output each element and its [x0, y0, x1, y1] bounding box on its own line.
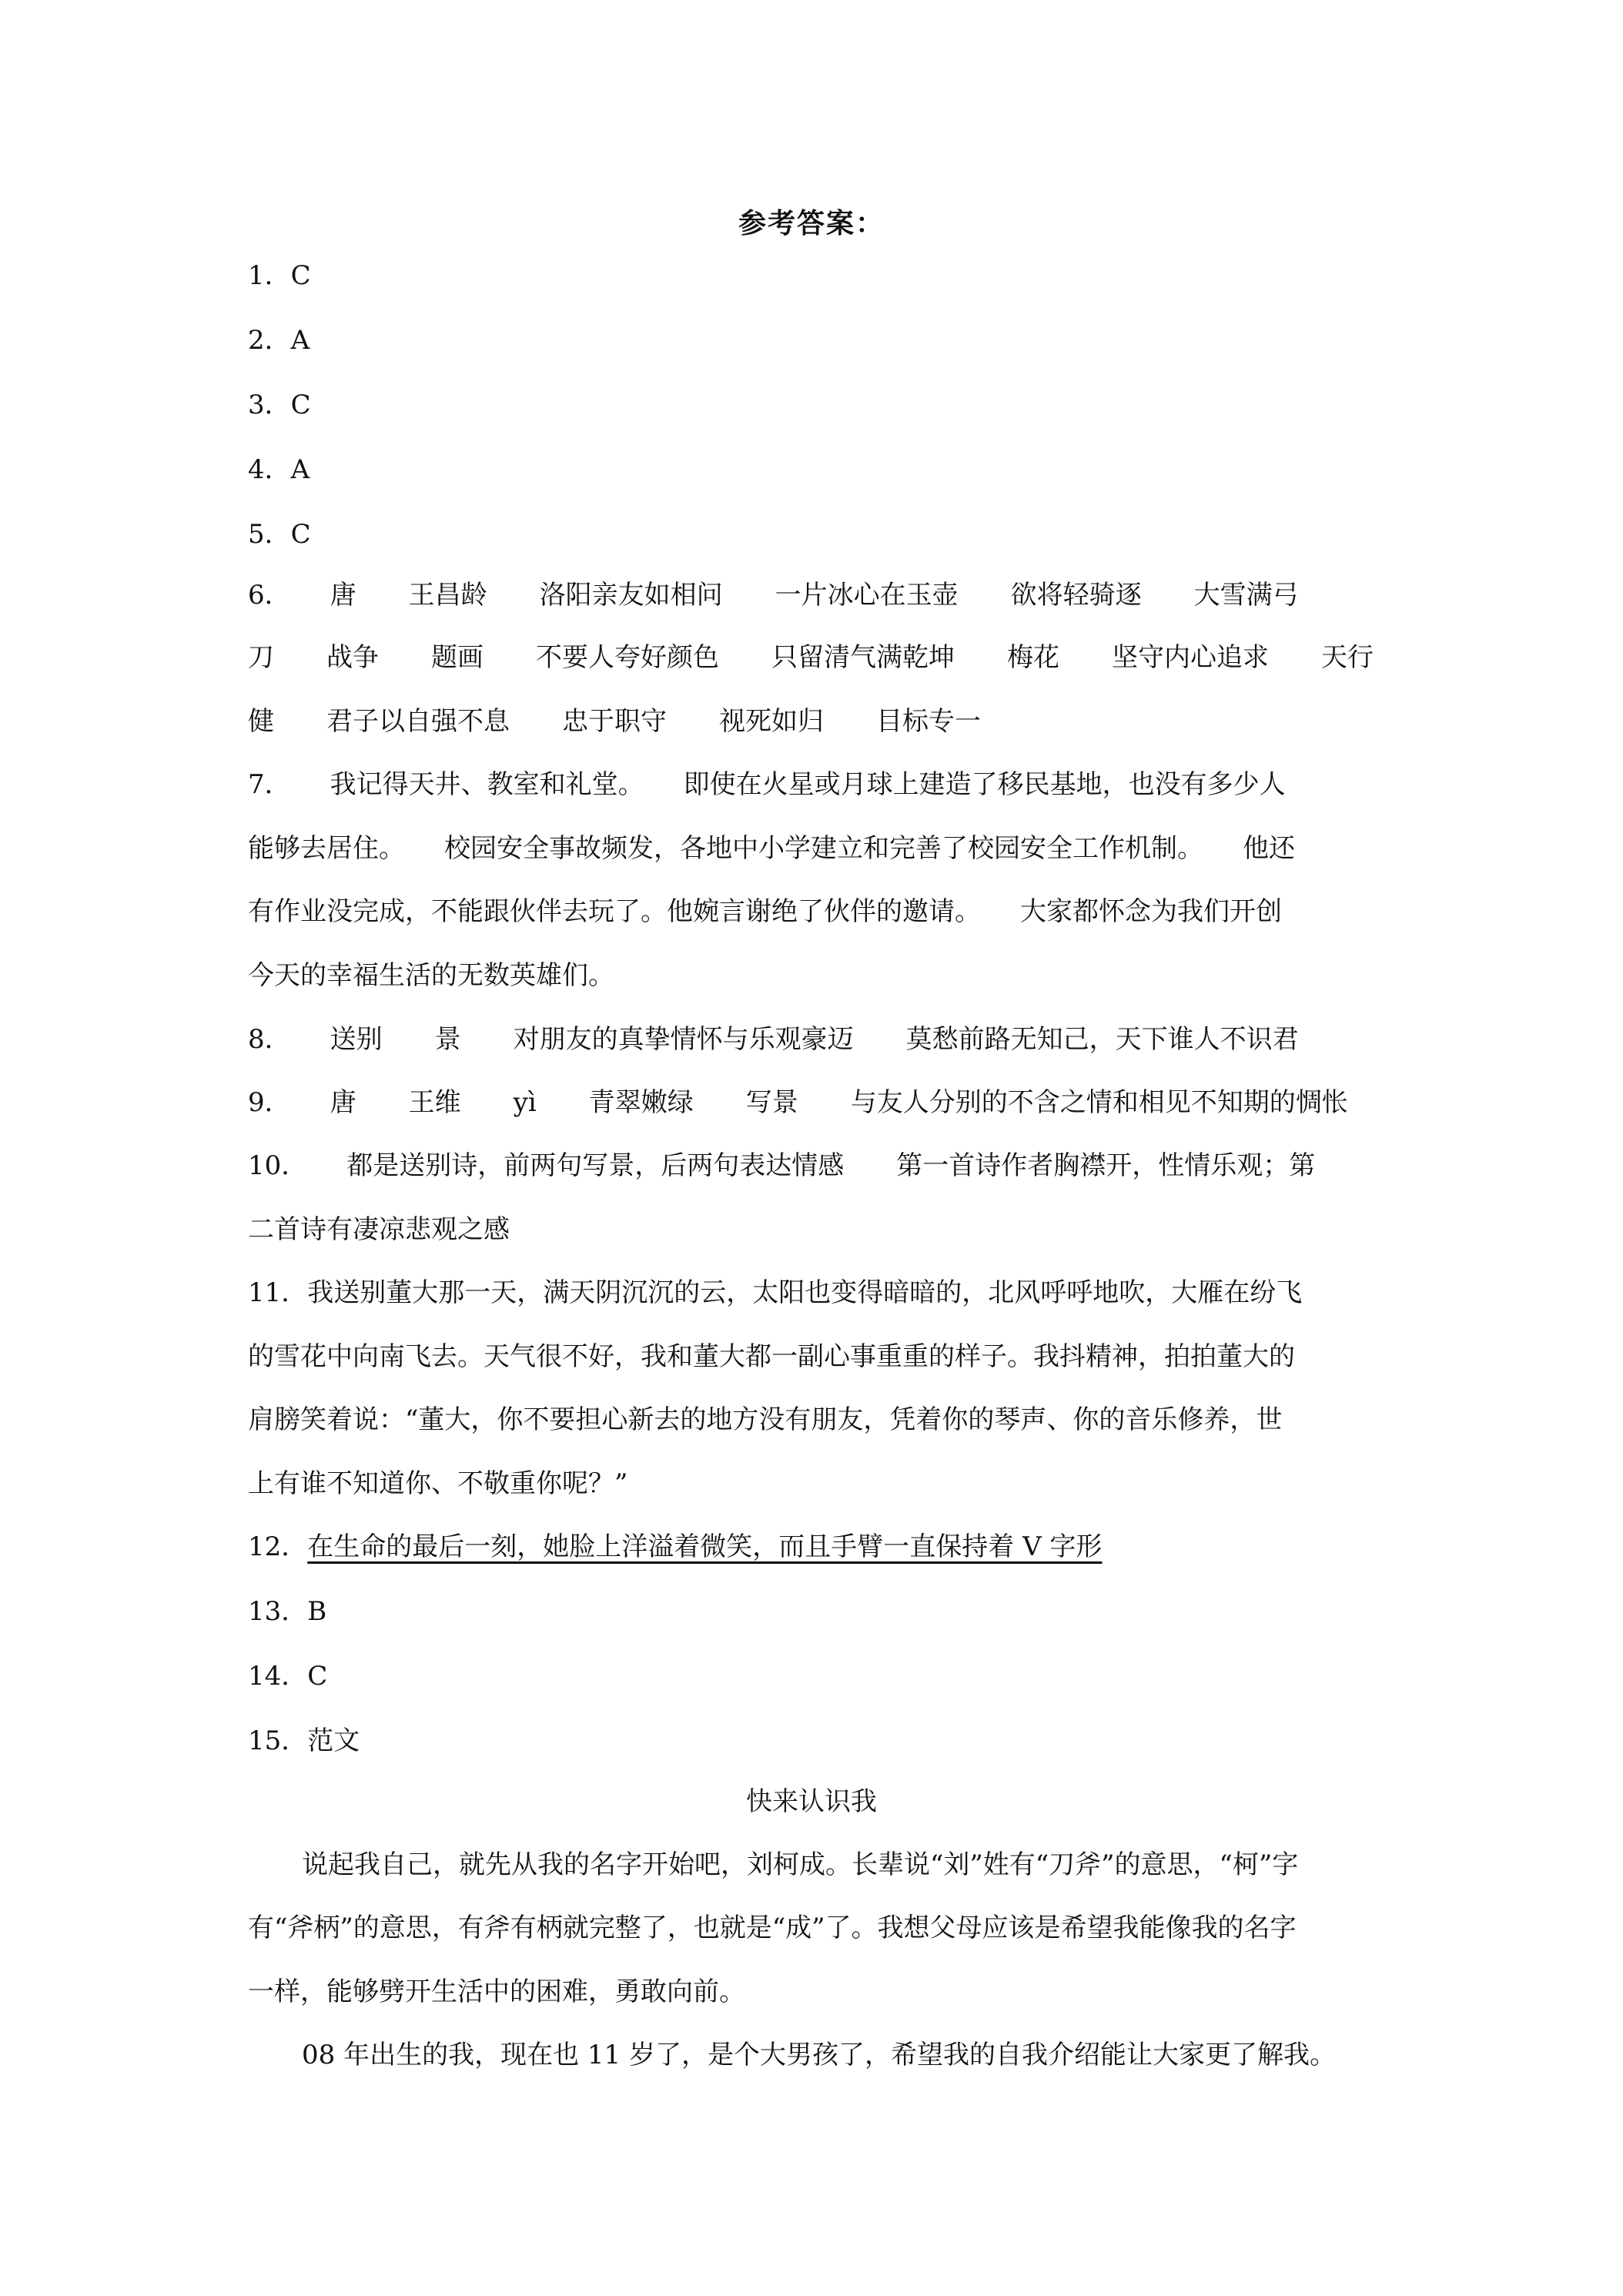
answer-6-line-1: 6． 唐 王昌龄 洛阳亲友如相问 一片冰心在玉壶 欲将轻骑逐 大雪满弓 — [248, 580, 1299, 611]
answer-11-line-1: 11．我送别董大那一天，满天阴沉沉的云，太阳也变得暗暗的，北风呼呼地吹，大雁在纷飞 — [248, 1277, 1303, 1308]
answer-7-line-1: 7． 我记得天井、教室和礼堂。 即使在火星或月球上建造了移民基地，也没有多少人 — [248, 769, 1286, 800]
answer-12-number: 12． — [248, 1531, 308, 1562]
answer-8: 8． 送别 景 对朋友的真挚情怀与乐观豪迈 莫愁前路无知己，天下谁人不识君 — [248, 1024, 1299, 1055]
answer-1: 1．C — [248, 260, 311, 291]
answer-11-line-4: 上有谁不知道你、不敬重你呢？” — [248, 1468, 628, 1499]
answer-4: 4．A — [248, 454, 310, 485]
answer-15: 15．范文 — [248, 1725, 360, 1756]
answer-7-line-4: 今天的幸福生活的无数英雄们。 — [248, 960, 614, 991]
essay-paragraph-1-line-2: 有“斧柄”的意思，有斧有柄就完整了，也就是“成”了。我想父母应该是希望我能像我的名字 — [248, 1913, 1297, 1943]
page-title: 参考答案： — [738, 207, 885, 239]
answer-11-line-3: 肩膀笑着说：“董大，你不要担心新去的地方没有朋友，凭着你的琴声、你的音乐修养，世 — [248, 1404, 1283, 1435]
answer-7-line-3: 有作业没完成，不能跟伙伴去玩了。他婉言谢绝了伙伴的邀请。 大家都怀念为我们开创 — [248, 896, 1282, 927]
answer-14: 14．C — [248, 1661, 328, 1692]
answer-6-line-3: 健 君子以自强不息 忠于职守 视死如归 目标专一 — [248, 706, 981, 737]
answer-13: 13．B — [248, 1596, 327, 1627]
answer-12-text: 在生命的最后一刻，她脸上洋溢着微笑，而且手臂一直保持着 V 字形 — [307, 1531, 1103, 1562]
answer-11-line-2: 的雪花中向南飞去。天气很不好，我和董大都一副心事重重的样子。我抖精神，拍拍董大的 — [248, 1341, 1295, 1372]
answer-10-line-2: 二首诗有凄凉悲观之感 — [248, 1214, 510, 1245]
answer-2: 2．A — [248, 325, 310, 356]
answer-7-line-2: 能够去居住。 校园安全事故频发，各地中小学建立和完善了校园安全工作机制。 他还 — [248, 833, 1295, 864]
answer-12 — [248, 1528, 1380, 1565]
answer-5: 5．C — [248, 519, 311, 550]
essay-title: 快来认识我 — [746, 1786, 877, 1817]
essay-paragraph-1-line-1: 说起我自己，就先从我的名字开始吧，刘柯成。长辈说“刘”姓有“刀斧”的意思，“柯”字 — [302, 1849, 1299, 1880]
essay-paragraph-2-line-1: 08 年出生的我，现在也 11 岁了，是个大男孩了，希望我的自我介绍能让大家更了解我。 — [302, 2040, 1336, 2070]
answer-6-line-2: 刀 战争 题画 不要人夸好颜色 只留清气满乾坤 梅花 坚守内心追求 天行 — [248, 642, 1374, 673]
answer-9: 9． 唐 王维 yì 青翠嫩绿 写景 与友人分别的不含之情和相见不知期的惆怅 — [248, 1087, 1348, 1118]
answer-3: 3．C — [248, 390, 311, 420]
essay-paragraph-1-line-3: 一样，能够劈开生活中的困难，勇敢向前。 — [248, 1976, 745, 2007]
answer-10-line-1: 10． 都是送别诗，前两句写景，后两句表达情感 第一首诗作者胸襟开，性情乐观；第 — [248, 1150, 1316, 1181]
